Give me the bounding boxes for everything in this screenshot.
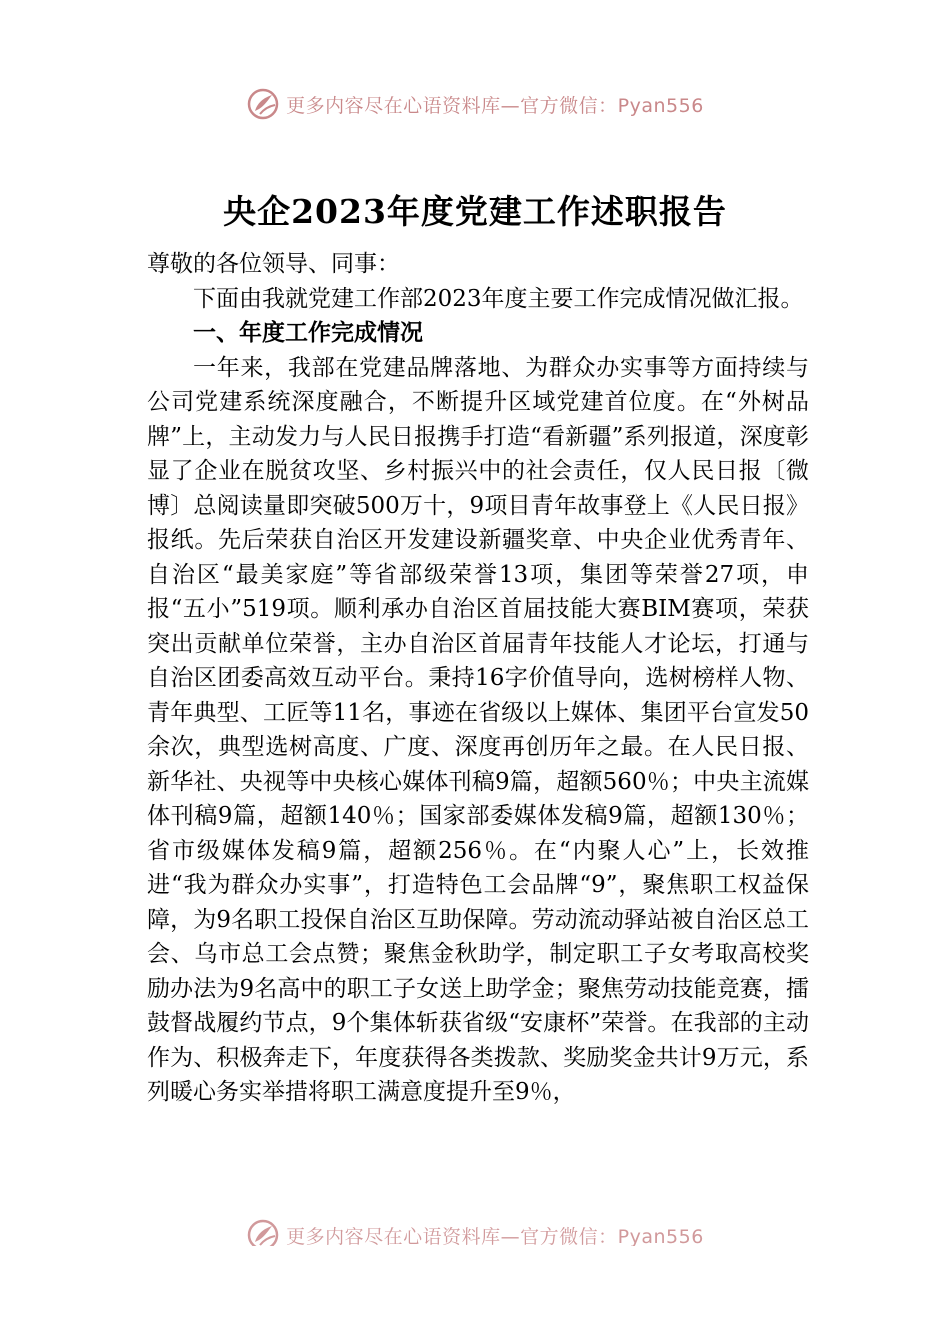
- salutation: 尊敬的各位领导、同事：: [147, 251, 400, 277]
- intro-paragraph: 下面由我就党建工作部2023年度主要工作完成情况做汇报。: [193, 285, 804, 312]
- watermark-footer: [0, 1206, 950, 1246]
- swirl-logo-icon: [246, 1218, 280, 1246]
- watermark-text: 更多内容尽在心语资料库—官方微信：Pyan556: [286, 94, 704, 117]
- watermark-text-footer: 更多内容尽在心语资料库—官方微信：Pyan556: [286, 1225, 704, 1246]
- section-body-paragraph: 一年来，我部在党建品牌落地、为群众办实事等方面持续与公司党建系统深度融合，不断提升区域党建首位度。在“外树品牌”上，主动发力与人民日报携手打造“看新疆”系列报道，深度彰显了企业在脱贫攻坚、乡村振兴中的社会责任，仅人民日报〔微博〕总阅读量即突破500万十，9项目青年故事登上《人民日报》报纸。先后荣获自治区开发建设新疆奖章、中央企业优秀青年、自治区“最美家庭”等省部级荣誉13项，集团等荣誉27项，申报“五小”519项。顺利承办自治区首届技能大赛BIM赛项，荣获突出贡献单位荣誉，主办自治区首届青年技能人才论坛，打通与自治区团委高效互动平台。秉持16字价值导向，选树榜样人物、青年典型、工匠等11名，事迹在省级以上媒体、集团平台宣发50余次，典型选树高度、广度、深度再创历年之最。在人民日报、新华社、央视等中央核心媒体刊稿9篇，超额560％；中央主流媒体刊稿9篇，超额140％；国家部委媒体发稿9篇，超额130％；省市级媒体发稿9篇，超额256％。在“内聚人心”上，长效推进“我为群众办实事”，打造特色工会品牌“9”，聚焦职工权益保障，为9名职工投保自治区互助保障。劳动流动驿站被自治区总工会、乌市总工会点赞；聚焦金秋助学，制定职工子女考取高校奖励办法为9名高中的职工子女送上助学金；聚焦劳动技能竞赛，擂鼓督战履约节点，9个集体斩获省级“安康杯”荣誉。在我部的主动作为、积极奔走下，年度获得各类拨款、奖励奖金共计9万元，系列暖心务实举措将职工满意度提升至9％，: [147, 354, 809, 1105]
- document-title: 央企2023年度党建工作述职报告: [223, 192, 727, 231]
- document-body: [147, 247, 809, 1110]
- section-heading: 一、年度工作完成情况: [193, 320, 423, 346]
